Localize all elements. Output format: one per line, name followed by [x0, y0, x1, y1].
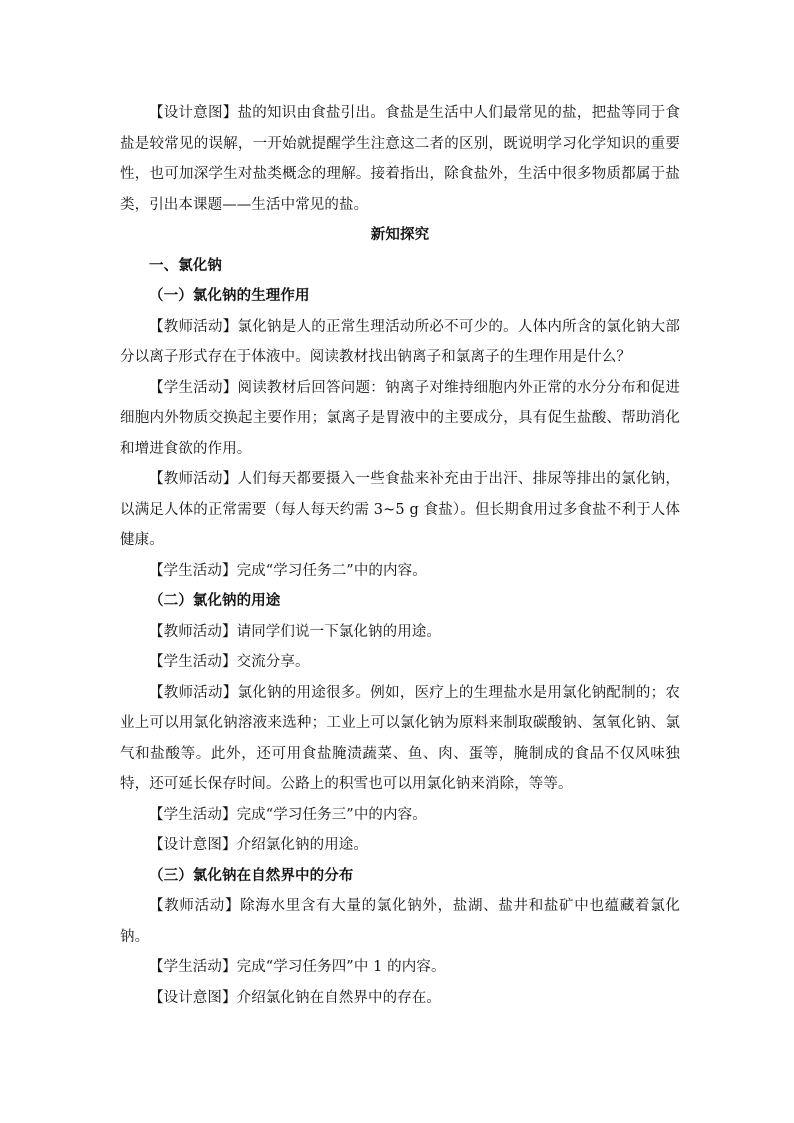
paragraph-teacher-activity-2: 【教师活动】人们每天都要摄入一些食盐来补充由于出汗、排尿等排出的氯化钠，以满足人体的正常需要（每人每天约需 3~5 g 食盐）。但长期食用过多食盐不利于人体健康。	[120, 471, 680, 548]
paragraph-design-intent-intro: 【设计意图】盐的知识由食盐引出。食盐是生活中人们最常见的盐，把盐等同于食盐是较常见的误解，一开始就提醒学生注意这二者的区别，既说明学习化学知识的重要性，也可加深学生对盐类概念的理解。接着指出，除食盐外，生活中很多物质都属于盐类，引出本课题——生活中常见的盐。	[120, 105, 680, 213]
paragraph-student-activity-4: 【学生活动】完成“学习任务三”中的内容。	[149, 806, 427, 823]
paragraph-teacher-activity-4: 【教师活动】氯化钠的用途很多。例如，医疗上的生理盐水是用氯化钠配制的；农业上可以用氯化钠溶液来选种；工业上可以氯化钠为原料来制取碳酸钠、氢氧化钠、氯气和盐酸等。此外，还可用食盐腌渍蔬菜、鱼、肉、蛋等，腌制成的食品不仅风味独特，还可延长保存时间。公路上的积雪也可以用氯化钠来消除，等等。	[120, 684, 680, 792]
paragraph-student-activity-5: 【学生活动】完成“学习任务四”中 1 的内容。	[149, 959, 446, 975]
subheading-uses: （二）氯化钠的用途	[149, 592, 281, 609]
heading-sodium-chloride: 一、氯化钠	[149, 256, 222, 274]
paragraph-design-intent-uses: 【设计意图】介绍氯化钠的用途。	[149, 837, 368, 853]
paragraph-teacher-activity-3: 【教师活动】请同学们说一下氯化钠的用途。	[149, 623, 441, 640]
paragraph-student-activity-2: 【学生活动】完成“学习任务二”中的内容。	[149, 562, 427, 579]
paragraph-design-intent-distribution: 【设计意图】介绍氯化钠在自然界中的存在。	[149, 989, 441, 1006]
section-title: 新知探究	[370, 226, 430, 243]
document-body	[120, 98, 680, 1013]
paragraph-student-activity-3: 【学生活动】交流分享。	[149, 654, 310, 670]
paragraph-teacher-activity-1: 【教师活动】氯化钠是人的正常生理活动所必不可少的。人体内所含的氯化钠大部分以离子形式存在于体液中。阅读教材找出钠离子和氯离子的生理作用是什么？	[120, 318, 680, 365]
subheading-physiological-role: （一）氯化钠的生理作用	[149, 287, 310, 304]
subheading-distribution: （三）氯化钠在自然界中的分布	[149, 866, 354, 884]
paragraph-teacher-activity-5: 【教师活动】除海水里含有大量的氯化钠外，盐湖、盐井和盐矿中也蕴藏着氯化钠。	[120, 898, 680, 945]
paragraph-student-activity-1: 【学生活动】阅读教材后回答问题：钠离子对维持细胞内外正常的水分分布和促进细胞内外物质交换起主要作用；氯离子是胃液中的主要成分，具有促生盐酸、帮助消化和增进食欲的作用。	[120, 379, 680, 457]
